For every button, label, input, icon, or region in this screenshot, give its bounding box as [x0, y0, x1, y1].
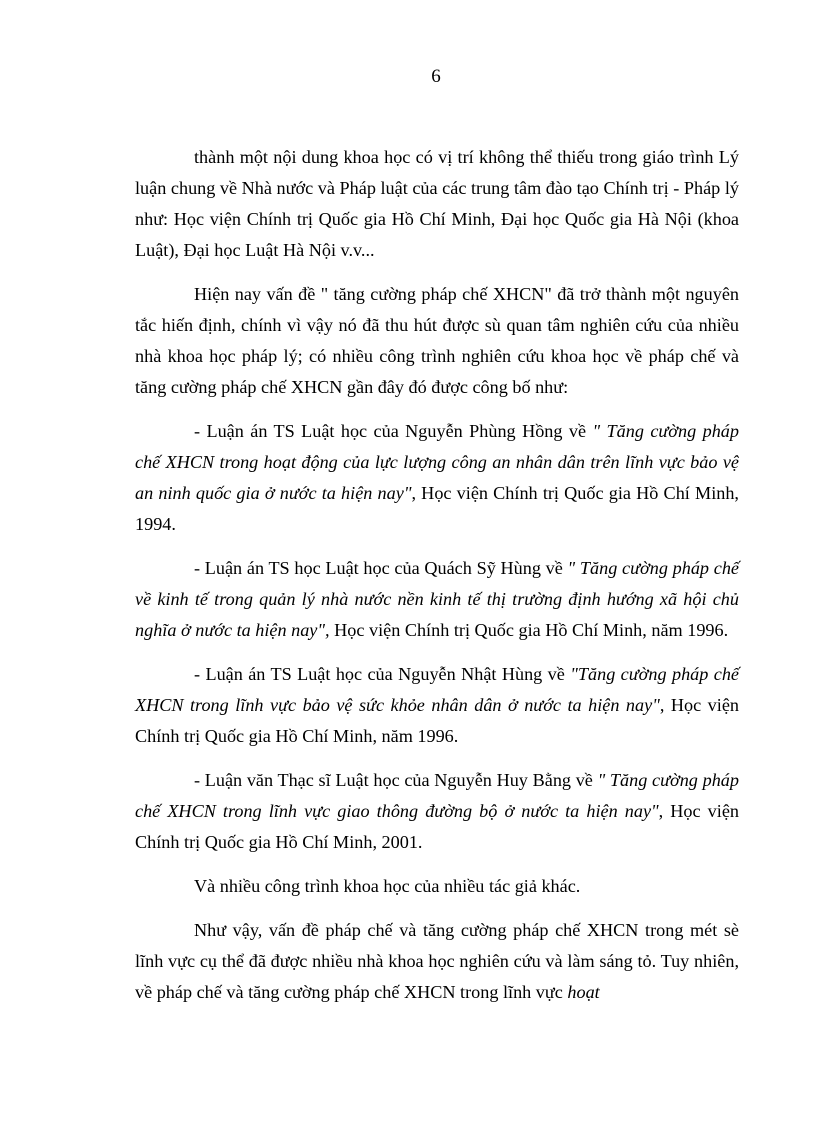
- reference-publisher: Học viện Chính trị Quốc gia Hồ Chí Minh, năm 1996.: [329, 620, 729, 640]
- reference-title: " Tăng cường pháp chế XHCN trong hoạt động của lực lượng công an nhân dân trên lĩnh vực bảo vệ an ninh quốc gia ở nước ta hiện nay": [135, 421, 739, 503]
- paragraph-other-works: Và nhiều công trình khoa học của nhiều tác giả khác.: [194, 876, 581, 896]
- reference-title: " Tăng cường pháp chế về kinh tế trong quản lý nhà nước nền kinh tế thị trường định hướng xã hội chủ nghĩa ở nước ta hiện nay",: [135, 558, 739, 640]
- reference-title: " Tăng cường pháp chế XHCN trong lĩnh vực giao thông đường bộ ở nước ta hiện nay": [135, 770, 739, 821]
- paragraph-conclusion: [135, 915, 739, 1008]
- reference-publisher: , Học viện Chính trị Quốc gia Hồ Chí Minh, 1994.: [135, 483, 739, 534]
- reference-author: - Luận án TS Luật học của Nguyễn Phùng Hồng về: [194, 421, 593, 441]
- paragraph-intro: Hiện nay vấn đề " tăng cường pháp chế XHCN" đã trở thành một nguyên tắc hiến định, chính vì vậy nó đã thu hút được sù quan tâm nghiên cứu của nhiều nhà khoa học pháp lý; có nhiều công trình nghiên cứu khoa học về pháp chế và tăng cường pháp chế XHCN gần đây đó được công bố như:: [135, 284, 739, 397]
- reference-publisher: , Học viện Chính trị Quốc gia Hồ Chí Minh, năm 1996.: [135, 695, 739, 746]
- reference-author: - Luận án TS học Luật học của Quách Sỹ Hùng về: [194, 558, 568, 578]
- reference-author: - Luận văn Thạc sĩ Luật học của Nguyễn Huy Bằng về: [194, 770, 598, 790]
- reference-item: [135, 553, 739, 646]
- conclusion-tail: hoạt: [567, 982, 600, 1002]
- reference-title: "Tăng cường pháp chế XHCN trong lĩnh vực bảo vệ sức khỏe nhân dân ở nước ta hiện nay": [135, 664, 739, 715]
- page-number: 6: [431, 66, 441, 87]
- reference-author: - Luận án TS Luật học của Nguyễn Nhật Hùng về: [194, 664, 571, 684]
- reference-item: [135, 659, 739, 752]
- conclusion-text: Như vậy, vấn đề pháp chế và tăng cường pháp chế XHCN trong mét sè lĩnh vực cụ thể đã được nhiều nhà khoa học nghiên cứu và làm sáng tỏ. Tuy nhiên, về pháp chế và tăng cường pháp chế XHCN trong lĩnh vực: [135, 920, 739, 1002]
- paragraph-continuation: thành một nội dung khoa học có vị trí không thể thiếu trong giáo trình Lý luận chung về Nhà nước và Pháp luật của các trung tâm đào tạo Chính trị - Pháp lý như: Học viện Chính trị Quốc gia Hồ Chí Minh, Đại học Quốc gia Hà Nội (khoa Luật), Đại học Luật Hà Nội v.v...: [135, 147, 739, 260]
- reference-item: [135, 416, 739, 540]
- document-body: [135, 142, 739, 1021]
- reference-item: [135, 765, 739, 858]
- reference-publisher: , Học viện Chính trị Quốc gia Hồ Chí Minh, 2001.: [135, 801, 739, 852]
